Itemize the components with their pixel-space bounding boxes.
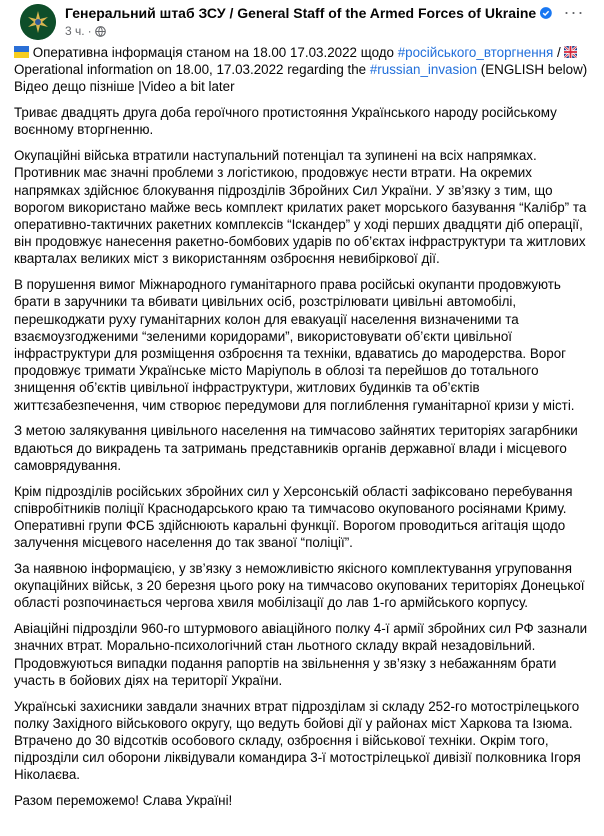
paragraph: Крім підрозділів російських збройних сил у Херсонській області зафіксовано перебування співробітників поліції Краснодарського краю та тимчасово окупованого росіянами Криму. Оперативні групи ФСБ здійснюють каральні функції. Ворогом проводиться агітація щодо залучення місцевого населення до так званої “поліції”. xyxy=(14,483,573,551)
paragraph: Триває двадцять друга доба героїчного протистояння Українського народу російському воєнному вторгненню. xyxy=(14,105,557,138)
paragraph: Українські захисники завдали значних втрат підрозділам зі складу 252-го мотострілецького полку Західного військового округу, що ведуть бойові дії у районах міст Харкова та Ізюма. Втрачено до 30 відсотків особового складу, озброєння і військової техніки. Окрім того, підрозділи сил оборони ліквідували командира 3-ї мотострілецької дивізії полковника Ігоря Ніколаєва. xyxy=(14,698,581,783)
post-meta xyxy=(65,23,552,39)
meta-separator: · xyxy=(87,24,92,38)
intro-line3-text: Відео дещо пізніше |Video a bit later xyxy=(14,79,235,95)
page-name-row xyxy=(65,4,552,22)
paragraph: З метою залякування цивільного населення на тимчасово зайнятих територіях загарбники вдаються до викрадень та затримань представників органів державної влади і місцевого самоврядування. xyxy=(14,423,578,473)
paragraph: Окупаційні війська втратили наступальний потенціал та зупинені на всіх напрямках. Противник має значні проблеми з логістикою, продовжує нести втрати. На окремих напрямках здійснює блокування підрозділів Збройних Сил України. У зв’язку з тим, що ворогом використано майже весь комплект крилатих ракет морського базування “Калібр” та оперативно-тактичних ракетних комплексів “Іскандер” у ході перших двадцяти діб операції, він продовжує нанесення ракетно-бомбових ударів по об’єктах інфраструктури та житлових кварталах великих міст з використанням озброєння невибіркової дії. xyxy=(14,148,587,267)
page-name[interactable]: Генеральний штаб ЗСУ / General Staff of the Armed Forces of Ukraine xyxy=(65,5,537,21)
intro-line1-sep: / xyxy=(553,45,565,60)
intro-line2-post: (ENGLISH below) xyxy=(477,62,588,78)
intro-line2-text: Operational information on 18.00, 17.03.2022 regarding the xyxy=(14,62,370,78)
uk-flag-icon xyxy=(564,46,577,58)
globe-icon xyxy=(95,26,106,37)
post-body xyxy=(12,44,592,809)
intro-line1-text: Оперативна інформація станом на 18.00 17.03.2022 щодо xyxy=(32,45,398,60)
paragraph: Разом переможемо! Слава Україні! xyxy=(14,793,233,809)
avatar[interactable] xyxy=(20,4,56,40)
ukraine-flag-icon xyxy=(14,46,29,58)
paragraph: За наявною інформацією, у зв’язку з неможливістю якісного комплектування угруповання окупаційних військ, з 20 березня цього року на тимчасово окупованих територіях Донецької області розпочинається чергова хвиля мобілізації до лав 1-го армійського корпусу. xyxy=(14,561,585,611)
paragraph: В порушення вимог Міжнародного гуманітарного права російські окупанти продовжують брати в заручники та вбивати цивільних осіб, розстрілювати цивільні автомобілі, перешкоджати руху гуманітарних колон для евакуації населення визначеними та взаємоузгодженими “зеленими коридорами”, використовувати об’єкти цивільної інфраструктури для розміщення озброєння та техніки, вдаватись до мародерства. Ворог продовжує тримати Українське місто Маріуполь в облозі та перейшов до тотального знищення об’єктів цивільної інфраструктури, житлових будинків та об’єктів життєзабезпечення, чим створює передумови для поглиблення гуманітарної кризи у місті. xyxy=(14,277,575,413)
more-options-icon[interactable]: ··· xyxy=(563,2,585,22)
hashtag-russian-invasion-ua[interactable]: #російського_вторгнення xyxy=(397,45,554,60)
intro xyxy=(14,44,592,96)
post-header xyxy=(12,0,592,44)
verified-badge-icon xyxy=(540,7,552,19)
hashtag-russian-invasion-en[interactable]: #russian_invasion xyxy=(369,62,478,78)
paragraph: Авіаційні підрозділи 960-го штурмового авіаційного полку 4-ї армії збройних сил РФ зазнали значних втрат. Морально-психологічний стан льотного складу вкрай незадовільний. Продовжуються випадки подання рапортів на звільнення у зв’язку з небажанням брати участь в бойових діях на території України. xyxy=(14,621,588,688)
timestamp[interactable]: 3 ч. xyxy=(65,24,85,38)
emblem-avatar xyxy=(20,4,56,40)
header-text xyxy=(65,4,552,39)
